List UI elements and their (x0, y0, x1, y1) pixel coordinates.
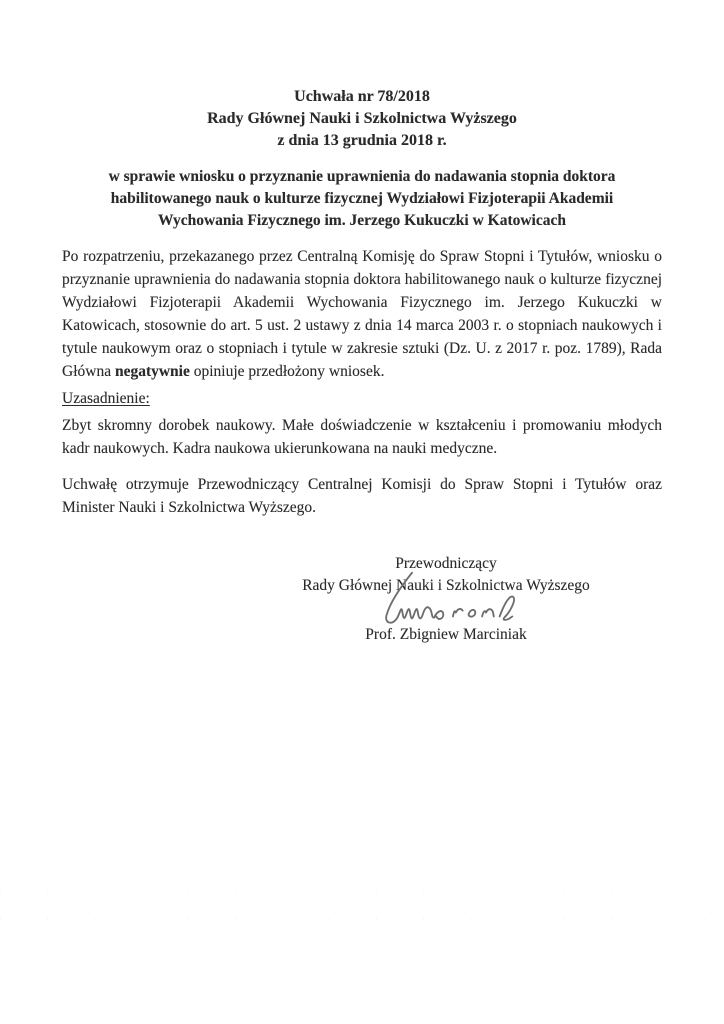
distribution-paragraph: Uchwałę otrzymuje Przewodniczący Centralnej Komisji do Spraw Stopni i Tytułów oraz Minister Nauki i Szkolnictwa Wyższego. (62, 476, 662, 516)
signature-role-title: Przewodniczący (395, 555, 497, 572)
resolution-text-before: Po rozpatrzeniu, przekazanego przez Centralną Komisję do Spraw Stopni i Tytułów, wniosku o przyznanie uprawnienia do nadawania stopnia doktora habilitowanego nauk o kulturze fizycznej Wydziałowi Fizjoterapii Akademii Wychowania Fizycznego im. Jerzego Kukuczki w Katowicach, stosownie do art. 5 ust. 2 ustawy z dnia 14 marca 2003 r. o stopniach naukowych i tytule naukowym oraz o stopniach i tytule w zakresie sztuki (Dz. U. z 2017 r. poz. 1789), Rada Główna (62, 248, 662, 380)
document-title-block (62, 86, 662, 152)
scan-artifact-band (0, 893, 724, 895)
scan-artifact-band (0, 918, 724, 920)
document-subject (62, 166, 662, 232)
signatory-name: Prof. Zbigniew Marciniak (365, 626, 527, 643)
resolution-paragraph (62, 245, 662, 383)
justification-paragraph: Zbyt skromny dorobek naukowy. Małe doświadczenie w kształceniu i promowaniu młodych kadr naukowych. Kadra naukowa ukierunkowana na nauki medyczne. (62, 417, 662, 457)
resolution-verdict-negative: negatywnie (114, 363, 190, 380)
resolution-text-after: opiniuje przedłożony wniosek. (189, 363, 385, 380)
justification-heading: Uzasadnienie: (62, 390, 150, 407)
title-line-date: z dnia 13 grudnia 2018 r. (277, 132, 447, 149)
signature-block (225, 553, 667, 646)
title-line-number: Uchwała nr 78/2018 (294, 88, 430, 105)
subject-line-3: Wychowania Fizycznego im. Jerzego Kukuczki w Katowicach (158, 212, 566, 229)
subject-line-2: habilitowanego nauk o kulturze fizycznej Wydziałowi Fizjoterapii Akademii (110, 190, 614, 207)
signature-role-org: Rady Głównej Nauki i Szkolnictwa Wyższego (302, 577, 590, 594)
subject-line-1: w sprawie wniosku o przyznanie uprawnienia do nadawania stopnia doktora (108, 168, 616, 185)
title-line-issuer: Rady Głównej Nauki i Szkolnictwa Wyższego (207, 110, 517, 127)
